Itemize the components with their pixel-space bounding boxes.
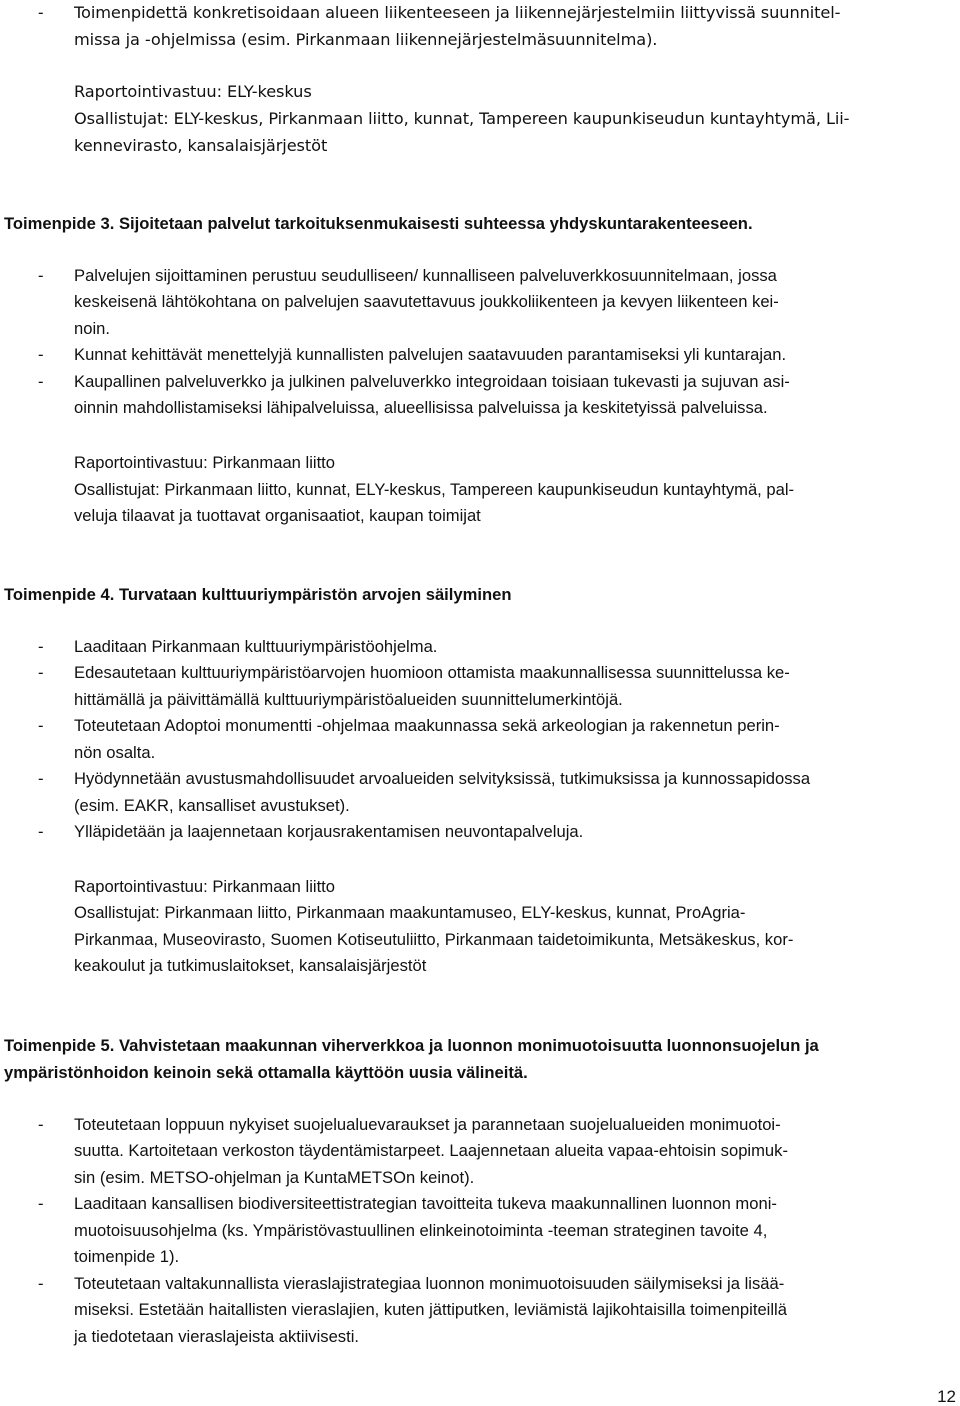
bullet-dash: - [38,822,44,841]
page-number: 12 [937,1387,956,1406]
bullet-dash: - [38,769,44,788]
m4-responsibility: Raportointivastuu: Pirkanmaan liitto [74,877,336,896]
m5-title-line-2: ympäristönhoidon keinoin sekä ottamalla käyttöön uusia välineitä. [4,1063,528,1082]
m5-bullet-line: muotoisuusohjelma (ks. Ympäristövastuullinen elinkeinotoiminta -teeman strateginen tavoite 4, [74,1221,768,1240]
bullet-dash: - [38,3,44,22]
m4-bullet-line: (esim. EAKR, kansalliset avustukset). [74,796,350,815]
m5-bullet-line: ja tiedotetaan vieraslajeista aktiivisesti. [74,1327,360,1346]
bullet-dash: - [38,663,44,682]
m3-title: Sijoitetaan palvelut tarkoituksenmukaisesti suhteessa yhdyskuntarakenteeseen. [118,214,753,233]
intro-line-1: Toimenpidettä konkretisoidaan alueen liikenteeseen ja liikennejärjestelmiin liittyvissä suunnitel- [74,3,841,22]
m3-participants-1: Osallistujat: Pirkanmaan liitto, kunnat, ELY-keskus, Tampereen kaupunkiseudun kuntayhtymä, pal- [74,480,795,499]
m5-bullet-line: Toteutetaan valtakunnallista vieraslajistrategiaa luonnon monimuotoisuuden säilymiseksi ja lisää- [74,1274,785,1293]
m4-bullet-line: Hyödynnetään avustusmahdollisuudet arvoalueiden selvityksissä, tutkimuksissa ja kunnossapidossa [74,769,811,788]
m3-bullet-line: Kaupallinen palveluverkko ja julkinen palveluverkko integroidaan toisiaan tukevasti ja sujuvan asi- [74,372,790,391]
m4-bullet-line: Laaditaan Pirkanmaan kulttuuriympäristöohjelma. [74,637,438,656]
m3-bullet-line: noin. [74,319,110,338]
m4-bullet-line: hittämällä ja päivittämällä kulttuuriympäristöalueiden suunnittelumerkintöjä. [74,690,623,709]
m4-heading [4,585,511,605]
m3-bullet-line: oinnin mahdollistamiseksi lähipalveluissa, alueellisissa palveluissa ja keskitetyissä palveluissa. [74,398,768,417]
m5-bullet-line: suutta. Kartoitetaan verkoston täydentämistarpeet. Laajennetaan alueita vapaa-ehtoisin sopimuk- [74,1141,788,1160]
m3-label: Toimenpide 3. [4,214,115,233]
bullet-dash: - [38,637,44,656]
m4-bullet-line: Ylläpidetään ja laajennetaan korjausrakentamisen neuvontapalveluja. [74,822,584,841]
m3-heading [4,214,753,234]
m4-participants-2: Pirkanmaa, Museovirasto, Suomen Kotiseutuliitto, Pirkanmaan taidetoimikunta, Metsäkeskus, kor- [74,930,794,949]
m4-label: Toimenpide 4. [4,585,115,604]
m4-bullet-line: nön osalta. [74,743,156,762]
bullet-dash: - [38,372,44,391]
intro-responsibility: Raportointivastuu: ELY-keskus [74,82,312,101]
m4-participants-3: keakoulut ja tutkimuslaitokset, kansalaisjärjestöt [74,956,427,975]
m4-participants-1: Osallistujat: Pirkanmaan liitto, Pirkanmaan maakuntamuseo, ELY-keskus, kunnat, ProAgria- [74,903,746,922]
m5-bullet-line: toimenpide 1). [74,1247,180,1266]
bullet-dash: - [38,1115,44,1134]
m3-responsibility: Raportointivastuu: Pirkanmaan liitto [74,453,336,472]
m4-bullet-line: Toteutetaan Adoptoi monumentti -ohjelmaa maakunnassa sekä arkeologian ja rakennetun perin- [74,716,780,735]
m5-heading [4,1036,819,1056]
m3-bullet-line: Palvelujen sijoittaminen perustuu seudulliseen/ kunnalliseen palveluverkkosuunnitelmaan, jossa [74,266,777,285]
bullet-dash: - [38,1274,44,1293]
bullet-dash: - [38,266,44,285]
m4-bullet-line: Edesautetaan kulttuuriympäristöarvojen huomioon ottamista maakunnallisessa suunnittelussa ke- [74,663,790,682]
m5-label: Toimenpide 5. [4,1036,115,1055]
intro-participants-2: kennevirasto, kansalaisjärjestöt [74,136,328,155]
bullet-dash: - [38,1194,44,1213]
m5-bullet-line: Toteutetaan loppuun nykyiset suojelualuevaraukset ja parannetaan suojelualueiden monimuotoi- [74,1115,781,1134]
intro-participants-1: Osallistujat: ELY-keskus, Pirkanmaan liitto, kunnat, Tampereen kaupunkiseudun kuntayhtymä, Lii- [74,109,850,128]
m4-title: Turvataan kulttuuriympäristön arvojen säilyminen [118,585,512,604]
m5-bullet-line: miseksi. Estetään haitallisten vieraslajien, kuten jättiputken, leviämistä lajikohtaisilla toimenpiteillä [74,1300,787,1319]
m5-title-line-1: Vahvistetaan maakunnan viherverkkoa ja luonnon monimuotoisuutta luonnonsuojelun ja [118,1036,819,1055]
m3-participants-2: veluja tilaavat ja tuottavat organisaatiot, kaupan toimijat [74,506,481,525]
m5-bullet-line: Laaditaan kansallisen biodiversiteettistrategian tavoitteita tukeva maakunnallinen luonnon moni- [74,1194,777,1213]
m3-bullet-line: Kunnat kehittävät menettelyjä kunnallisten palvelujen saatavuuden parantamiseksi yli kuntarajan. [74,345,787,364]
intro-line-2: missa ja -ohjelmissa (esim. Pirkanmaan liikennejärjestelmäsuunnitelma). [74,30,658,49]
bullet-dash: - [38,345,44,364]
m3-bullet-line: keskeisenä lähtökohtana on palvelujen saavutettavuus joukkoliikenteen ja kevyen liikenteen kei- [74,292,779,311]
m5-bullet-line: sin (esim. METSO-ohjelman ja KuntaMETSOn keinot). [74,1168,475,1187]
bullet-dash: - [38,716,44,735]
